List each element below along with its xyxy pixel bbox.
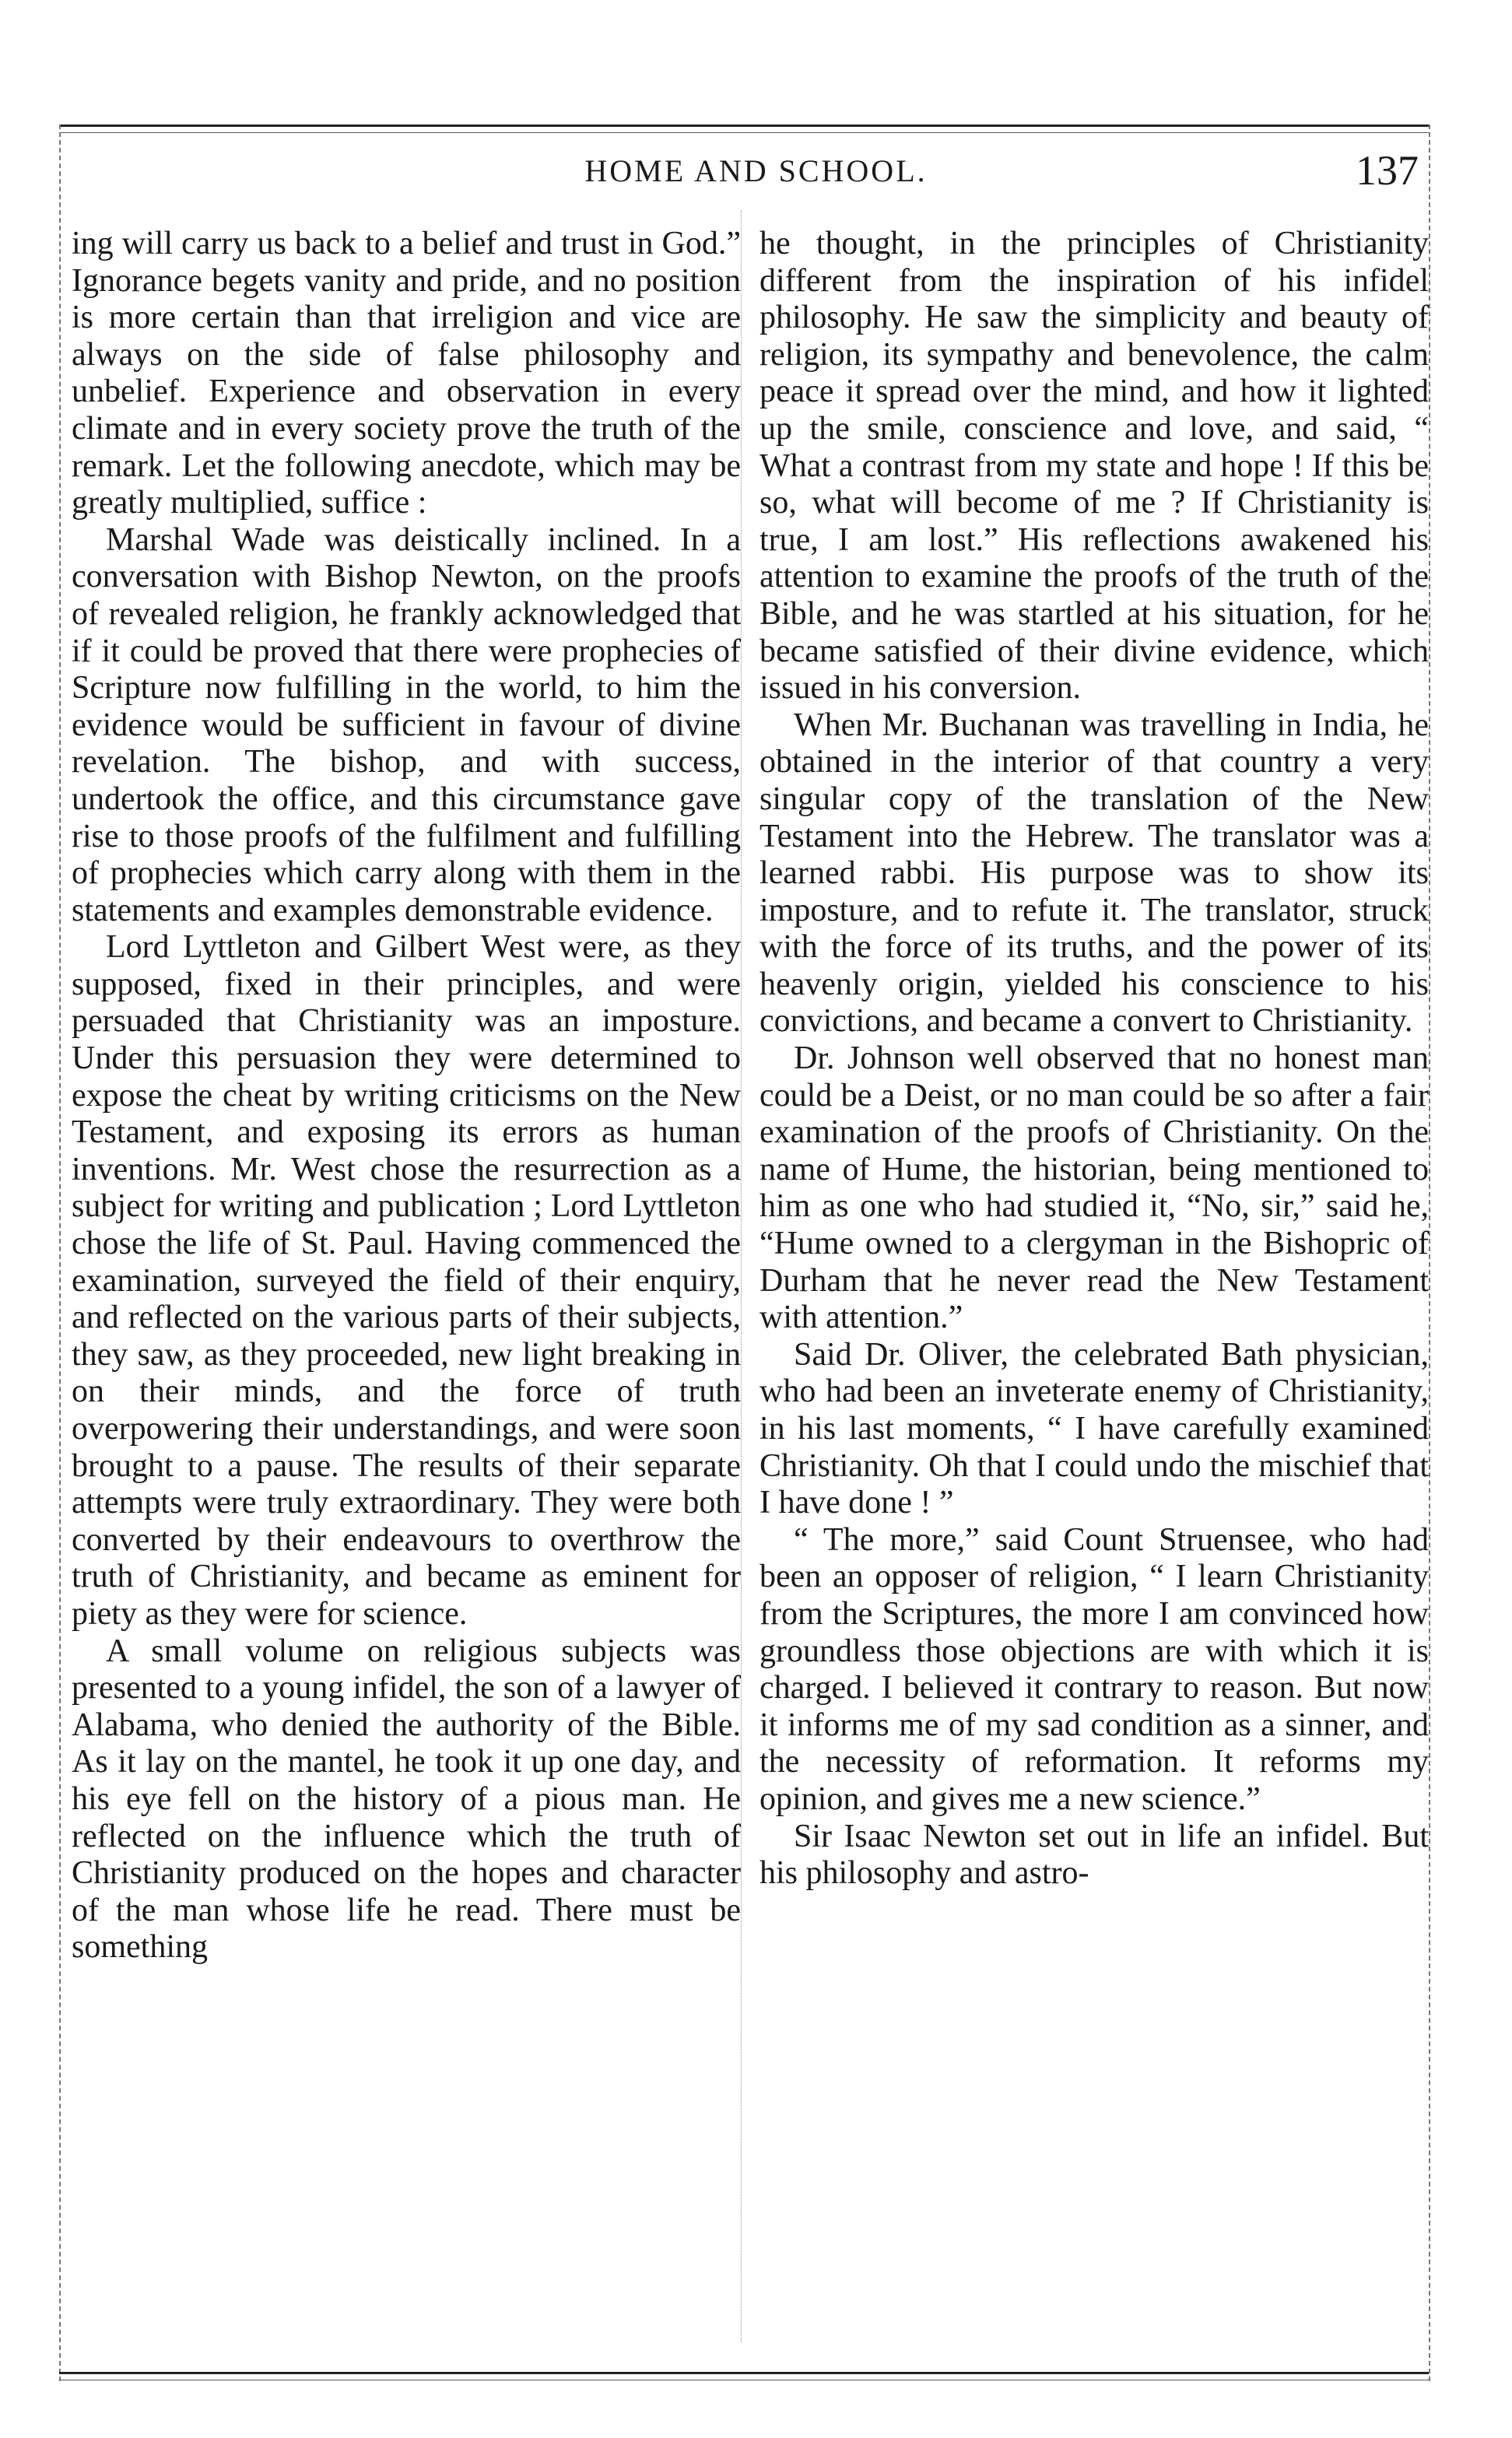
paragraph: When Mr. Buchanan was travelling in India, he obtained in the interior of that country a very singular copy of the translation of the New Testament into the Hebrew. The translator was a learned rabbi. His purpose was to show its imposture, and to refute it. The translator, struck with the force of its truths, and the power of its heavenly origin, yielded his conscience to his convictions, and became a convert to Christianity. (760, 707, 1429, 1040)
running-head: HOME AND SCHOOL. (584, 153, 928, 188)
right-border (1429, 125, 1430, 2381)
top-rule-thin (59, 132, 1429, 133)
page-number: 137 (1356, 147, 1419, 194)
paragraph: Said Dr. Oliver, the celebrated Bath physician, who had been an inveterate enemy of Christianity, in his last moments, “ I have carefully examined Christianity. Oh that I could undo the mischief that I have done ! ” (760, 1336, 1429, 1521)
column-divider (741, 210, 742, 2342)
top-rule (59, 125, 1429, 127)
left-border (59, 125, 61, 2381)
right-column (760, 226, 1429, 1893)
paragraph: Lord Lyttleton and Gilbert West were, as they supposed, fixed in their principles, and were persuaded that Christianity was an imposture. Under this persuasion they were determined to expose the cheat by writing criticisms on the New Testament, and exposing its errors as human inventions. Mr. West chose the resurrection as a subject for writing and publication ; Lord Lyttleton chose the life of St. Paul. Having commenced the examination, surveyed the field of their enquiry, and reflected on the various parts of their subjects, they saw, as they proceeded, new light breaking in on their minds, and the force of truth overpowering their understandings, and were soon brought to a pause. The results of their separate attempts were truly extraordinary. They were both converted by their endeavours to overthrow the truth of Christianity, and became as eminent for piety as they were for science. (72, 929, 741, 1632)
paragraph: Sir Isaac Newton set out in life an infidel. But his philosophy and astro- (760, 1818, 1429, 1892)
paragraph: he thought, in the principles of Christianity different from the inspiration of his infidel philosophy. He saw the simplicity and beauty of religion, its sympathy and benevolence, the calm peace it spread over the mind, and how it lighted up the smile, conscience and love, and said, “ What a contrast from my state and hope ! If this be so, what will become of me ? If Christianity is true, I am lost.” His reflections awakened his attention to examine the proofs of the truth of the Bible, and he was startled at his situation, for he became satisfied of their divine evidence, which issued in his conversion. (760, 226, 1429, 707)
left-column (72, 226, 741, 1966)
bottom-rule (59, 2372, 1429, 2374)
paragraph: Marshal Wade was deistically inclined. In a conversation with Bishop Newton, on the proofs of revealed religion, he frankly acknowledged that if it could be proved that there were prophecies of Scripture now fulfilling in the world, to him the evidence would be sufficient in favour of divine revelation. The bishop, and with success, undertook the office, and this circumstance gave rise to those proofs of the fulfilment and fulfilling of prophecies which carry along with them in the statements and examples demonstrable evidence. (72, 521, 741, 928)
paragraph: ing will carry us back to a belief and trust in God.” Ignorance begets vanity and pride, and no position is more certain than that irreligion and vice are always on the side of false philosophy and unbelief. Experience and observation in every climate and in every society prove the truth of the remark. Let the following anecdote, which may be greatly multiplied, suffice : (72, 226, 741, 521)
paragraph: “ The more,” said Count Struensee, who had been an opposer of religion, “ I learn Christianity from the Scriptures, the more I am convinced how groundless those objections are with which it is charged. I believed it contrary to reason. But now it informs me of my sad condition as a sinner, and the necessity of reformation. It reforms my opinion, and gives me a new science.” (760, 1521, 1429, 1817)
paragraph: Dr. Johnson well observed that no honest man could be a Deist, or no man could be so after a fair examination of the proofs of Christianity. On the name of Hume, the historian, being mentioned to him as one who had studied it, “No, sir,” said he, “Hume owned to a clergyman in the Bishopric of Durham that he never read the New Testament with attention.” (760, 1040, 1429, 1336)
paragraph: A small volume on religious subjects was presented to a young infidel, the son of a lawyer of Alabama, who denied the authority of the Bible. As it lay on the mantel, he took it up one day, and his eye fell on the history of a pious man. He reflected on the influence which the truth of Christianity produced on the hopes and character of the man whose life he read. There must be something (72, 1633, 741, 1966)
